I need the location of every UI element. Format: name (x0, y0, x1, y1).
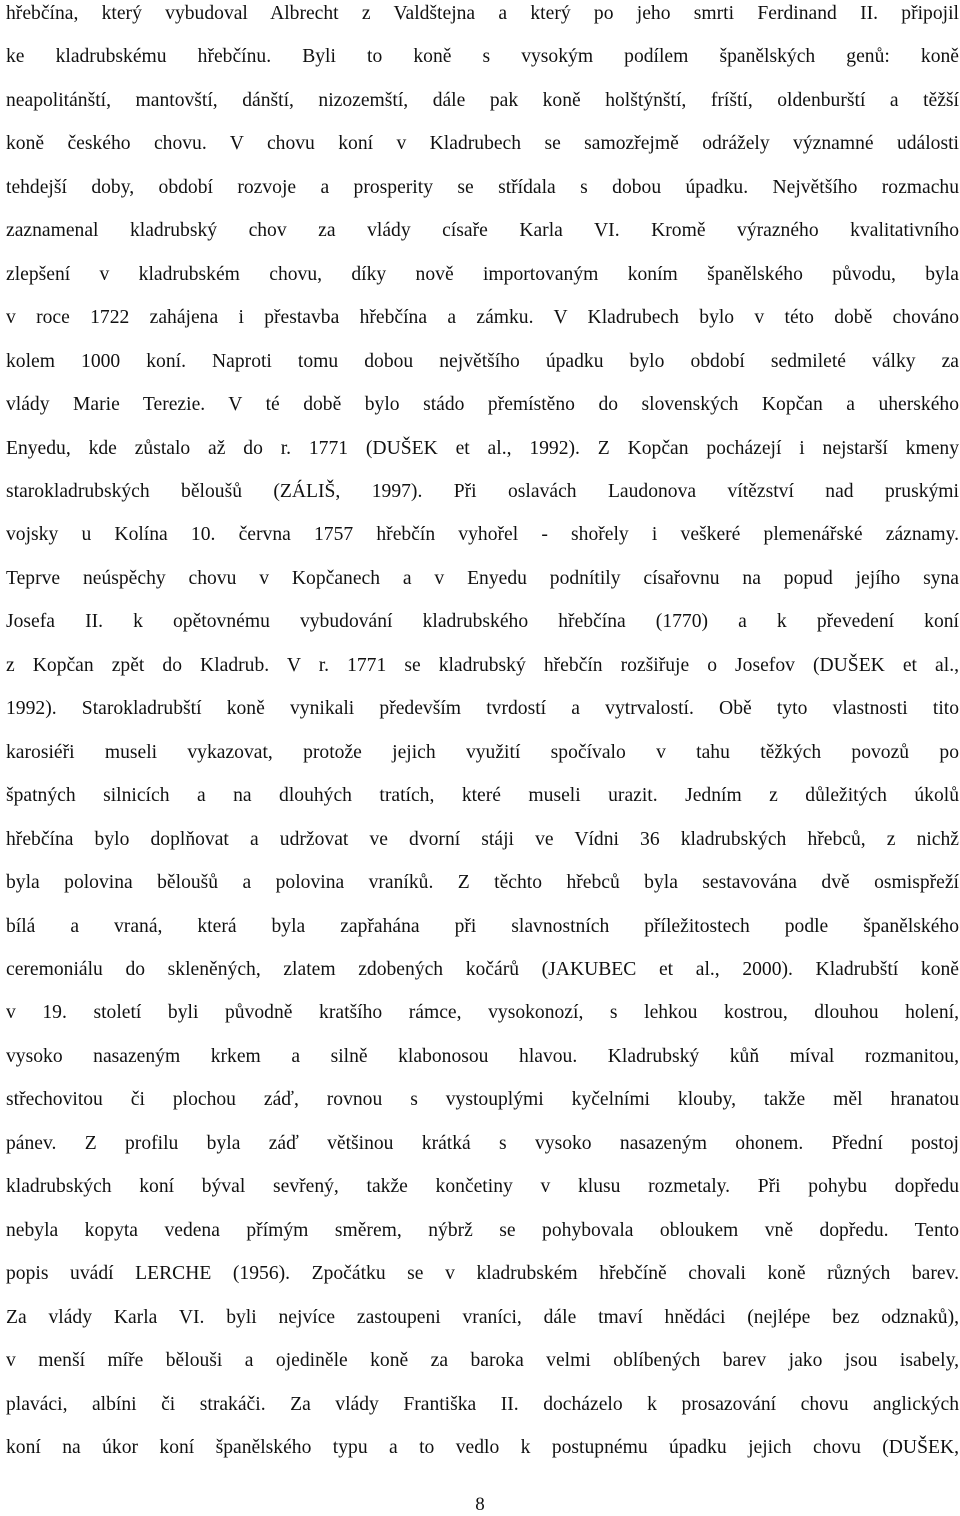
page-number: 8 (475, 1494, 485, 1515)
text-line: starokladrubských běloušů (ZÁLIŠ, 1997). Při oslavách Laudonova vítězství nad pruskými (6, 480, 959, 502)
text-line: vojsky u Kolína 10. června 1757 hřebčín vyhořel - shořely i veškeré plemenářské záznamy. (6, 524, 959, 546)
text-line: 1992). Starokladrubští koně vynikali především tvrdostí a vytrvalostí. Obě tyto vlastnosti tito (6, 698, 959, 720)
body-paragraph (6, 0, 959, 1469)
text-line: byla polovina běloušů a polovina vraníků. Z těchto hřebců byla sestavována dvě osmispřeží (6, 872, 959, 894)
text-line: hřebčína, který vybudoval Albrecht z Valdštejna a který po jeho smrti Ferdinand II. připojil (6, 3, 959, 24)
text-line: Za vlády Karla VI. byli nejvíce zastoupeni vraníci, dále tmaví hnědáci (nejlépe bez odznaků), (6, 1306, 959, 1328)
text-line: vysoko nasazeným krkem a silně klabonosou hlavou. Kladrubský kůň míval rozmanitou, (6, 1045, 959, 1067)
text-line: Teprve neúspěchy chovu v Kopčanech a v Enyedu podnítily císařovnu na popud jejího syna (6, 567, 959, 589)
text-line: z Kopčan zpět do Kladrub. V r. 1771 se kladrubský hřebčín rozšiřuje o Josefov (DUŠEK et al., (6, 654, 959, 676)
text-line: kolem 1000 koní. Naproti tomu dobou největšího úpadku bylo období sedmileté války za (6, 350, 959, 372)
text-line: špatných silnicích a na dlouhých tratích, které museli urazit. Jedním z důležitých úkolů (6, 785, 959, 807)
text-line: koní na úkor koní španělského typu a to vedlo k postupnému úpadku jejich chovu (DUŠEK, (6, 1436, 959, 1458)
text-line: Josefa II. k opětovnému vybudování kladrubského hřebčína (1770) a k převedení koní (6, 611, 959, 633)
text-line: vlády Marie Terezie. V té době bylo stádo přemístěno do slovenských Kopčan a uherského (6, 394, 959, 416)
text-line: koně českého chovu. V chovu koní v Kladrubech se samozřejmě odrážely významné události (6, 133, 959, 155)
text-line: v roce 1722 zahájena i přestavba hřebčína a zámku. V Kladrubech bylo v této době chováno (6, 307, 959, 329)
text-line: neapolitánští, mantovští, dánští, nizozemští, dále pak koně holštýnští, fríští, oldenburští a těžší (6, 89, 959, 111)
text-line: hřebčína bylo doplňovat a udržovat ve dvorní stáji ve Vídni 36 kladrubských hřebců, z nichž (6, 828, 959, 850)
text-line: Enyedu, kde zůstalo až do r. 1771 (DUŠEK et al., 1992). Z Kopčan pocházejí i nejstarší kmeny (6, 437, 959, 459)
text-line: nebyla kopyta vedena přímým směrem, nýbrž se pohybovala obloukem vně dopředu. Tento (6, 1219, 959, 1241)
text-line: v 19. století byli původně kratšího rámce, vysokonozí, s lehkou kostrou, dlouhou holení, (6, 1002, 959, 1024)
text-line: střechovitou či plochou záď, rovnou s vystouplými kyčelními klouby, takže měl hranatou (6, 1089, 959, 1111)
text-line: v menší míře bělouši a ojediněle koně za baroka velmi oblíbených barev jako jsou isabely, (6, 1350, 959, 1372)
text-line: plaváci, albíni či strakáči. Za vlády Františka II. docházelo k prosazování chovu anglických (6, 1393, 959, 1415)
text-line: tehdejší doby, období rozvoje a prosperity se střídala s dobou úpadku. Největšího rozmachu (6, 176, 959, 198)
text-line: pánev. Z profilu byla záď většinou krátká s vysoko nasazeným ohonem. Přední postoj (6, 1132, 959, 1154)
document-page (6, 0, 959, 1469)
text-line: ke kladrubskému hřebčínu. Byli to koně s vysokým podílem španělských genů: koně (6, 46, 959, 68)
text-line: kladrubských koní býval sevřený, takže končetiny v klusu rozmetaly. Při pohybu dopředu (6, 1176, 959, 1198)
text-line: popis uvádí LERCHE (1956). Zpočátku se v kladrubském hřebčíně chovali koně různých barev. (6, 1263, 959, 1285)
text-line: ceremoniálu do skleněných, zlatem zdobených kočárů (JAKUBEC et al., 2000). Kladrubští koně (6, 958, 959, 980)
text-line: bílá a vraná, která byla zapřahána při slavnostních příležitostech podle španělského (6, 915, 959, 937)
text-line: zaznamenal kladrubský chov za vlády císaře Karla VI. Kromě výrazného kvalitativního (6, 220, 959, 242)
text-line: karosiéři museli vykazovat, protože jejich využití spočívalo v tahu těžkých povozů po (6, 741, 959, 763)
text-line: zlepšení v kladrubském chovu, díky nově importovaným koním španělského původu, byla (6, 263, 959, 285)
